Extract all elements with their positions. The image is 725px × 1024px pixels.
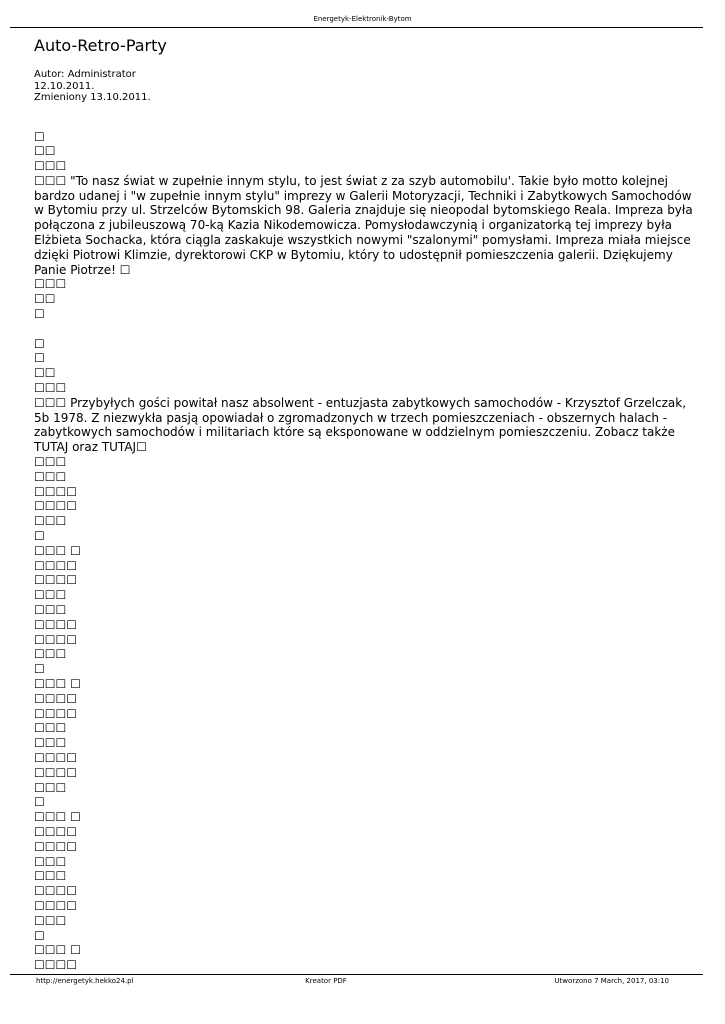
footer-generator: Kreator PDF <box>305 977 347 985</box>
footer-divider <box>10 974 703 975</box>
article-line: ☐ <box>34 529 45 544</box>
article-line: ☐☐☐ <box>34 647 67 662</box>
article-line: ☐☐☐☐ <box>34 691 78 706</box>
article-line: ☐ <box>34 928 45 943</box>
article-line: ☐☐☐ <box>34 869 67 884</box>
article-title: Auto-Retro-Party <box>34 36 167 55</box>
article-meta <box>34 69 694 104</box>
article-line: ☐ <box>34 307 45 322</box>
article-body <box>34 130 694 973</box>
article-line: ☐☐☐☐ <box>34 558 78 573</box>
article-line: ☐☐☐☐ <box>34 898 78 913</box>
article-line: ☐☐ <box>34 144 56 159</box>
article-line: ☐☐☐☐ <box>34 765 78 780</box>
article-line: ☐☐☐ Przybyłych gości powitał nasz absolwent - entuzjasta zabytkowych samochodów - Krzysztof Grzelczak, 5b 1978. Z niezwykła pasją opowiadał o zgromadzonych w trzech pomieszczeniach - obszernych halach - zabytkowych samochodów i militariach które są eksponowane w oddzielnym pomieszczeniu. Zobacz także TUTAJ oraz TUTAJ☐ <box>34 395 687 455</box>
article-line: ☐☐☐☐ <box>34 706 78 721</box>
article-line: ☐☐☐ ☐ <box>34 543 81 558</box>
article-line: ☐☐☐ "To nasz świat w zupełnie innym stylu, to jest świat z za szyb automobilu'. Takie było motto kolejnej bardzo udanej i "w zupełnie innym stylu" imprezy w Galerii Motoryzacji, Techniki i Zabytkowych Samochodów w Bytomiu przy ul. Strzelców Bytomskich 98. Galeria znajduje się nieopodal bytomskiego Reala. Impreza była połączona z jubileuszową 70-ką Kazia Nikodemowicza. Pomysłodawczynią i organizatorką tej imprezy była Elżbieta Sochacka, która ciągla zaskakuje wszystkich nowymi "szalonymi" pomysłami. Impreza miała miejsce dzięki Piotrowi Klimzie, dyrektorowi CKP w Bytomiu, który to udostępnił pomieszczenia galerii. Dziękujemy Panie Piotrze! ☐ <box>34 173 693 277</box>
article-line: ☐☐☐ ☐ <box>34 810 81 825</box>
article-line: ☐☐☐ <box>34 514 67 529</box>
footer-created: Utworzono 7 March, 2017, 03:10 <box>554 977 669 985</box>
article-line: ☐☐☐ ☐ <box>34 943 81 958</box>
article-line: ☐☐☐ <box>34 854 67 869</box>
article-line: ☐☐ <box>34 292 56 307</box>
article-line: ☐☐☐ <box>34 603 67 617</box>
article-line: ☐☐☐☐ <box>34 884 78 899</box>
article-line: ☐☐☐ <box>34 455 67 470</box>
footer-url: http://energetyk.hekko24.pl <box>36 977 134 985</box>
header-divider <box>10 27 703 28</box>
article-line: ☐☐☐☐ <box>34 750 78 765</box>
article-line: ☐☐☐☐ <box>34 617 78 632</box>
article-line <box>34 322 694 337</box>
article-line: ☐☐☐ <box>34 780 67 795</box>
article-line: ☐☐☐ <box>34 469 67 484</box>
article-line: ☐☐☐☐ <box>34 958 78 973</box>
article-line: ☐ <box>34 662 45 677</box>
article-line: ☐☐☐☐ <box>34 484 78 499</box>
article-line: ☐☐☐ <box>34 381 67 396</box>
article-line: ☐☐☐ <box>34 721 67 736</box>
article-line: ☐ <box>34 795 45 810</box>
article-line: ☐☐☐☐ <box>34 573 78 588</box>
page-header-site-name: Energetyk-Elektronik-Bytom <box>313 15 412 23</box>
article-line: ☐☐☐☐ <box>34 632 78 647</box>
article-line: ☐☐☐ <box>34 913 67 928</box>
article-line: ☐☐☐☐ <box>34 499 78 514</box>
article-line: ☐ <box>34 129 45 144</box>
article-line: ☐☐☐ <box>34 588 67 603</box>
article-line: ☐☐☐☐ <box>34 839 78 854</box>
article-line: ☐☐☐☐ <box>34 824 78 839</box>
article-line: ☐ <box>34 351 45 366</box>
article-modified: Zmieniony 13.10.2011. <box>34 92 151 103</box>
article-line: ☐☐☐ <box>34 277 67 292</box>
article-line: ☐☐☐ ☐ <box>34 676 81 691</box>
article-author: Autor: Administrator <box>34 69 136 80</box>
article-line: ☐☐☐ <box>34 159 67 174</box>
article-date: 12.10.2011. <box>34 80 95 92</box>
article-line: ☐ <box>34 336 45 351</box>
article <box>34 36 694 973</box>
article-line: ☐☐ <box>34 366 56 381</box>
article-line: ☐☐☐ <box>34 736 67 751</box>
